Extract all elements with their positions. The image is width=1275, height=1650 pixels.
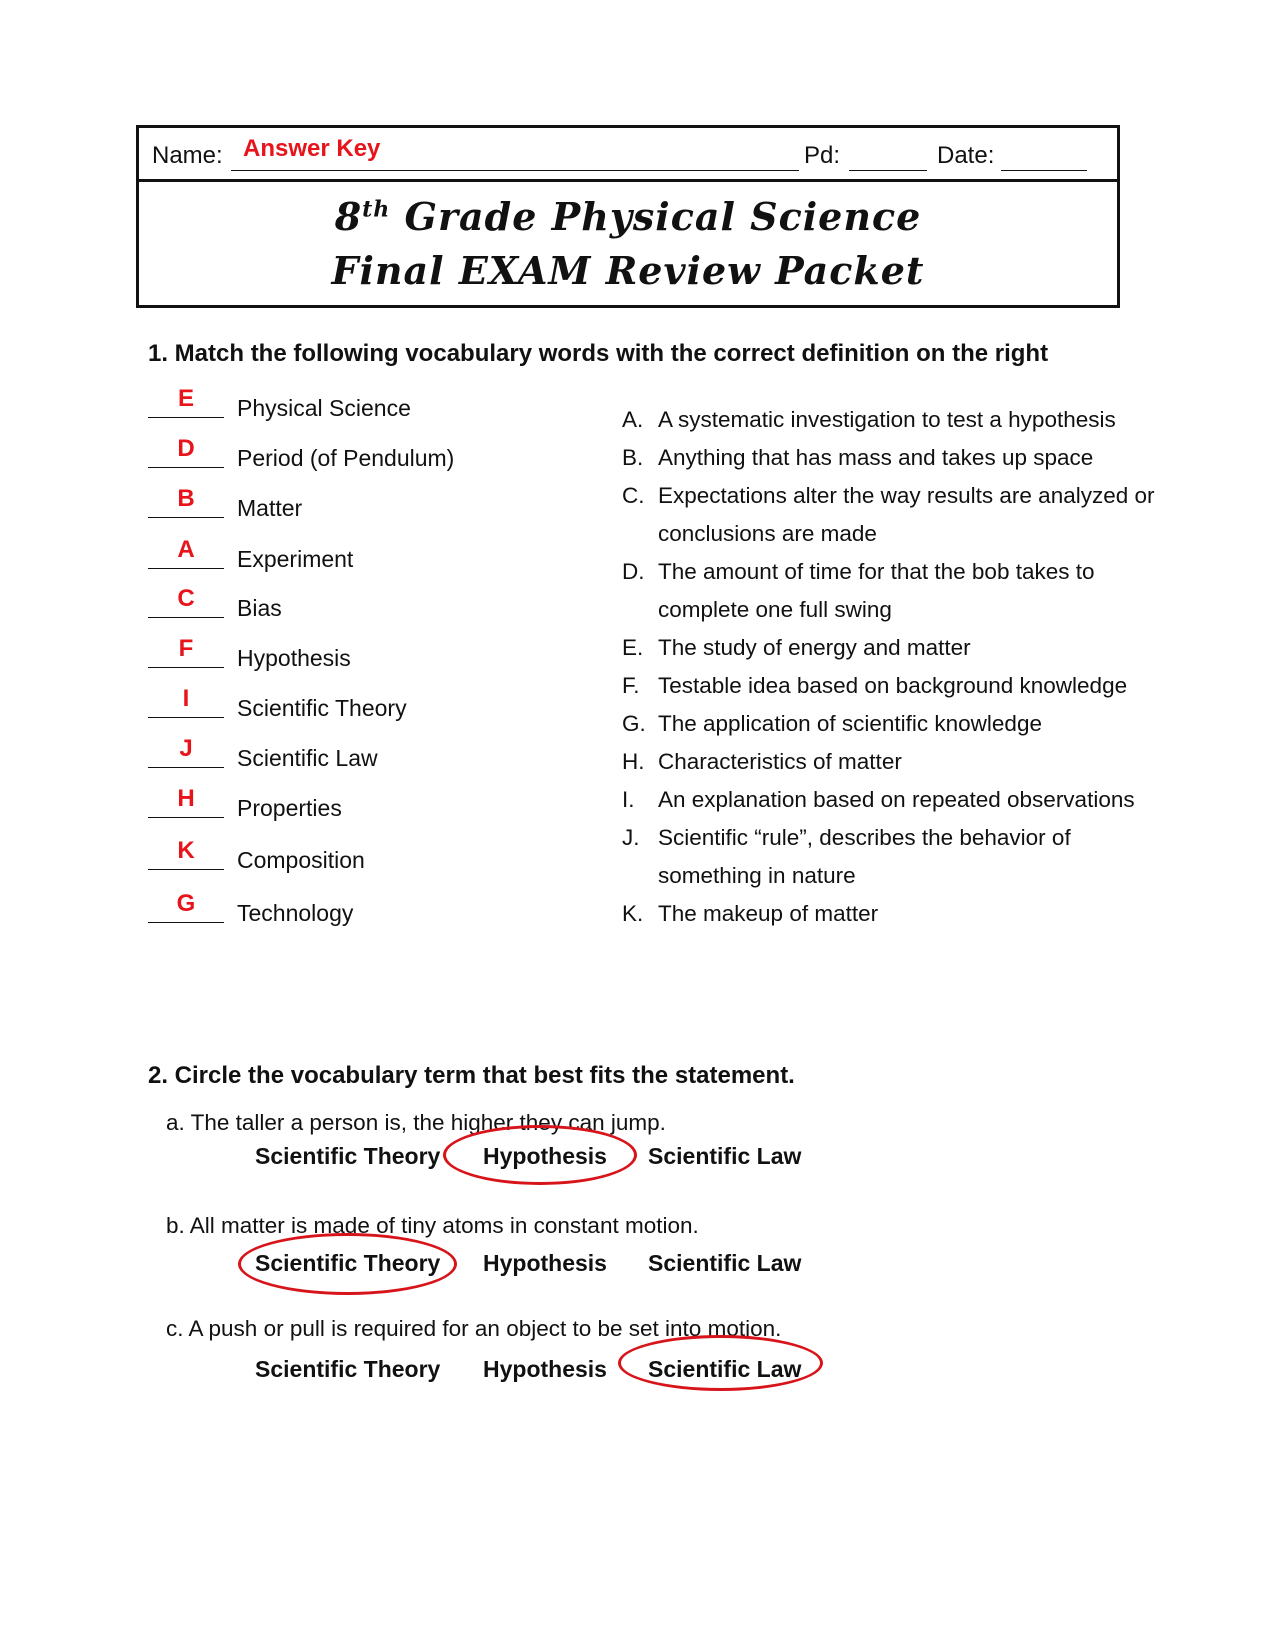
option-scientific-theory[interactable]: Scientific Theory (255, 1143, 441, 1169)
answer-circle (618, 1335, 823, 1391)
vocab-term: Hypothesis (237, 645, 351, 671)
option-scientific-theory[interactable]: Scientific Theory (255, 1250, 441, 1276)
packet-title (139, 182, 1117, 305)
answer-blank[interactable] (148, 717, 224, 718)
definition-text: Anything that has mass and takes up space (658, 445, 1094, 470)
section-2-heading: 2. Circle the vocabulary term that best fits the statement. (148, 1062, 795, 1089)
answer-blank[interactable] (148, 667, 224, 668)
option-hypothesis[interactable]: Hypothesis (483, 1143, 607, 1169)
definition-letter: H. (622, 749, 645, 774)
statement-text: c. A push or pull is required for an object to be set into motion. (166, 1316, 782, 1341)
name-field[interactable] (231, 170, 799, 171)
vocab-term: Technology (237, 900, 354, 926)
option-scientific-law[interactable]: Scientific Law (648, 1143, 802, 1169)
vocab-term: Matter (237, 495, 303, 521)
pd-field[interactable] (849, 170, 927, 171)
pd-label: Pd: (804, 142, 841, 169)
section-1-heading: 1. Match the following vocabulary words with the correct definition on the right (148, 340, 1049, 367)
answer-letter: G (176, 890, 196, 917)
definition-text: An explanation based on repeated observations (658, 787, 1135, 812)
definition-text: The makeup of matter (658, 901, 879, 926)
definition-letter: J. (622, 825, 640, 850)
definition-letter: D. (622, 559, 645, 584)
date-field[interactable] (1001, 170, 1087, 171)
definition-letter: I. (622, 787, 635, 812)
definition-text: conclusions are made (658, 521, 877, 546)
vocab-term: Scientific Law (237, 745, 378, 771)
name-label: Name: (152, 142, 223, 169)
statement-text: a. The taller a person is, the higher they can jump. (166, 1110, 666, 1135)
answer-letter: K (177, 837, 195, 864)
answer-blank[interactable] (148, 568, 224, 569)
answer-letter: I (182, 685, 190, 712)
definition-letter: B. (622, 445, 644, 470)
date-label: Date: (937, 142, 995, 169)
definition-text: Characteristics of matter (658, 749, 902, 774)
vocab-term: Composition (237, 847, 365, 873)
option-scientific-law[interactable]: Scientific Law (648, 1356, 802, 1382)
answer-letter: D (177, 435, 195, 462)
answer-letter: H (177, 785, 195, 812)
answer-blank[interactable] (148, 617, 224, 618)
name-row (139, 128, 1117, 182)
option-scientific-law[interactable]: Scientific Law (648, 1250, 802, 1276)
definition-letter: G. (622, 711, 646, 736)
option-hypothesis[interactable]: Hypothesis (483, 1356, 607, 1382)
option-scientific-theory[interactable]: Scientific Theory (255, 1356, 441, 1382)
answer-key-text: Answer Key (243, 135, 381, 162)
statement-text: b. All matter is made of tiny atoms in constant motion. (166, 1213, 699, 1238)
answer-circle (443, 1125, 637, 1185)
answer-letter: J (179, 735, 193, 762)
vocab-term: Scientific Theory (237, 695, 407, 721)
definition-letter: K. (622, 901, 644, 926)
answer-circle (238, 1233, 457, 1295)
definition-text: Testable idea based on background knowledge (658, 673, 1128, 698)
header-box (136, 125, 1120, 308)
title-line-1: 8th Grade Physical Science (334, 194, 922, 239)
definition-text: The amount of time for that the bob takes to (658, 559, 1095, 584)
definition-letter: A. (622, 407, 644, 432)
definition-text: The study of energy and matter (658, 635, 971, 660)
answer-letter: A (177, 536, 195, 563)
answer-letter: F (178, 635, 194, 662)
answer-blank[interactable] (148, 869, 224, 870)
answer-blank[interactable] (148, 417, 224, 418)
title-line-2: Final EXAM Review Packet (331, 248, 925, 293)
definition-text: Scientific “rule”, describes the behavior of (658, 825, 1071, 850)
definition-text: Expectations alter the way results are analyzed or (658, 483, 1155, 508)
vocab-term: Bias (237, 595, 282, 621)
definition-text: A systematic investigation to test a hypothesis (658, 407, 1116, 432)
answer-letter: C (177, 585, 195, 612)
definition-letter: F. (622, 673, 640, 698)
definition-text: The application of scientific knowledge (658, 711, 1042, 736)
definition-text: complete one full swing (658, 597, 892, 622)
option-hypothesis[interactable]: Hypothesis (483, 1250, 607, 1276)
answer-blank[interactable] (148, 817, 224, 818)
answer-blank[interactable] (148, 767, 224, 768)
vocab-term: Physical Science (237, 395, 411, 421)
definition-text: something in nature (658, 863, 856, 888)
definition-letter: C. (622, 483, 645, 508)
answer-blank[interactable] (148, 467, 224, 468)
vocab-term: Experiment (237, 546, 354, 572)
answer-blank[interactable] (148, 922, 224, 923)
vocab-term: Period (of Pendulum) (237, 445, 455, 471)
answer-letter: E (177, 385, 194, 412)
answer-letter: B (177, 485, 195, 512)
answer-blank[interactable] (148, 517, 224, 518)
vocab-term: Properties (237, 795, 342, 821)
definition-letter: E. (622, 635, 644, 660)
